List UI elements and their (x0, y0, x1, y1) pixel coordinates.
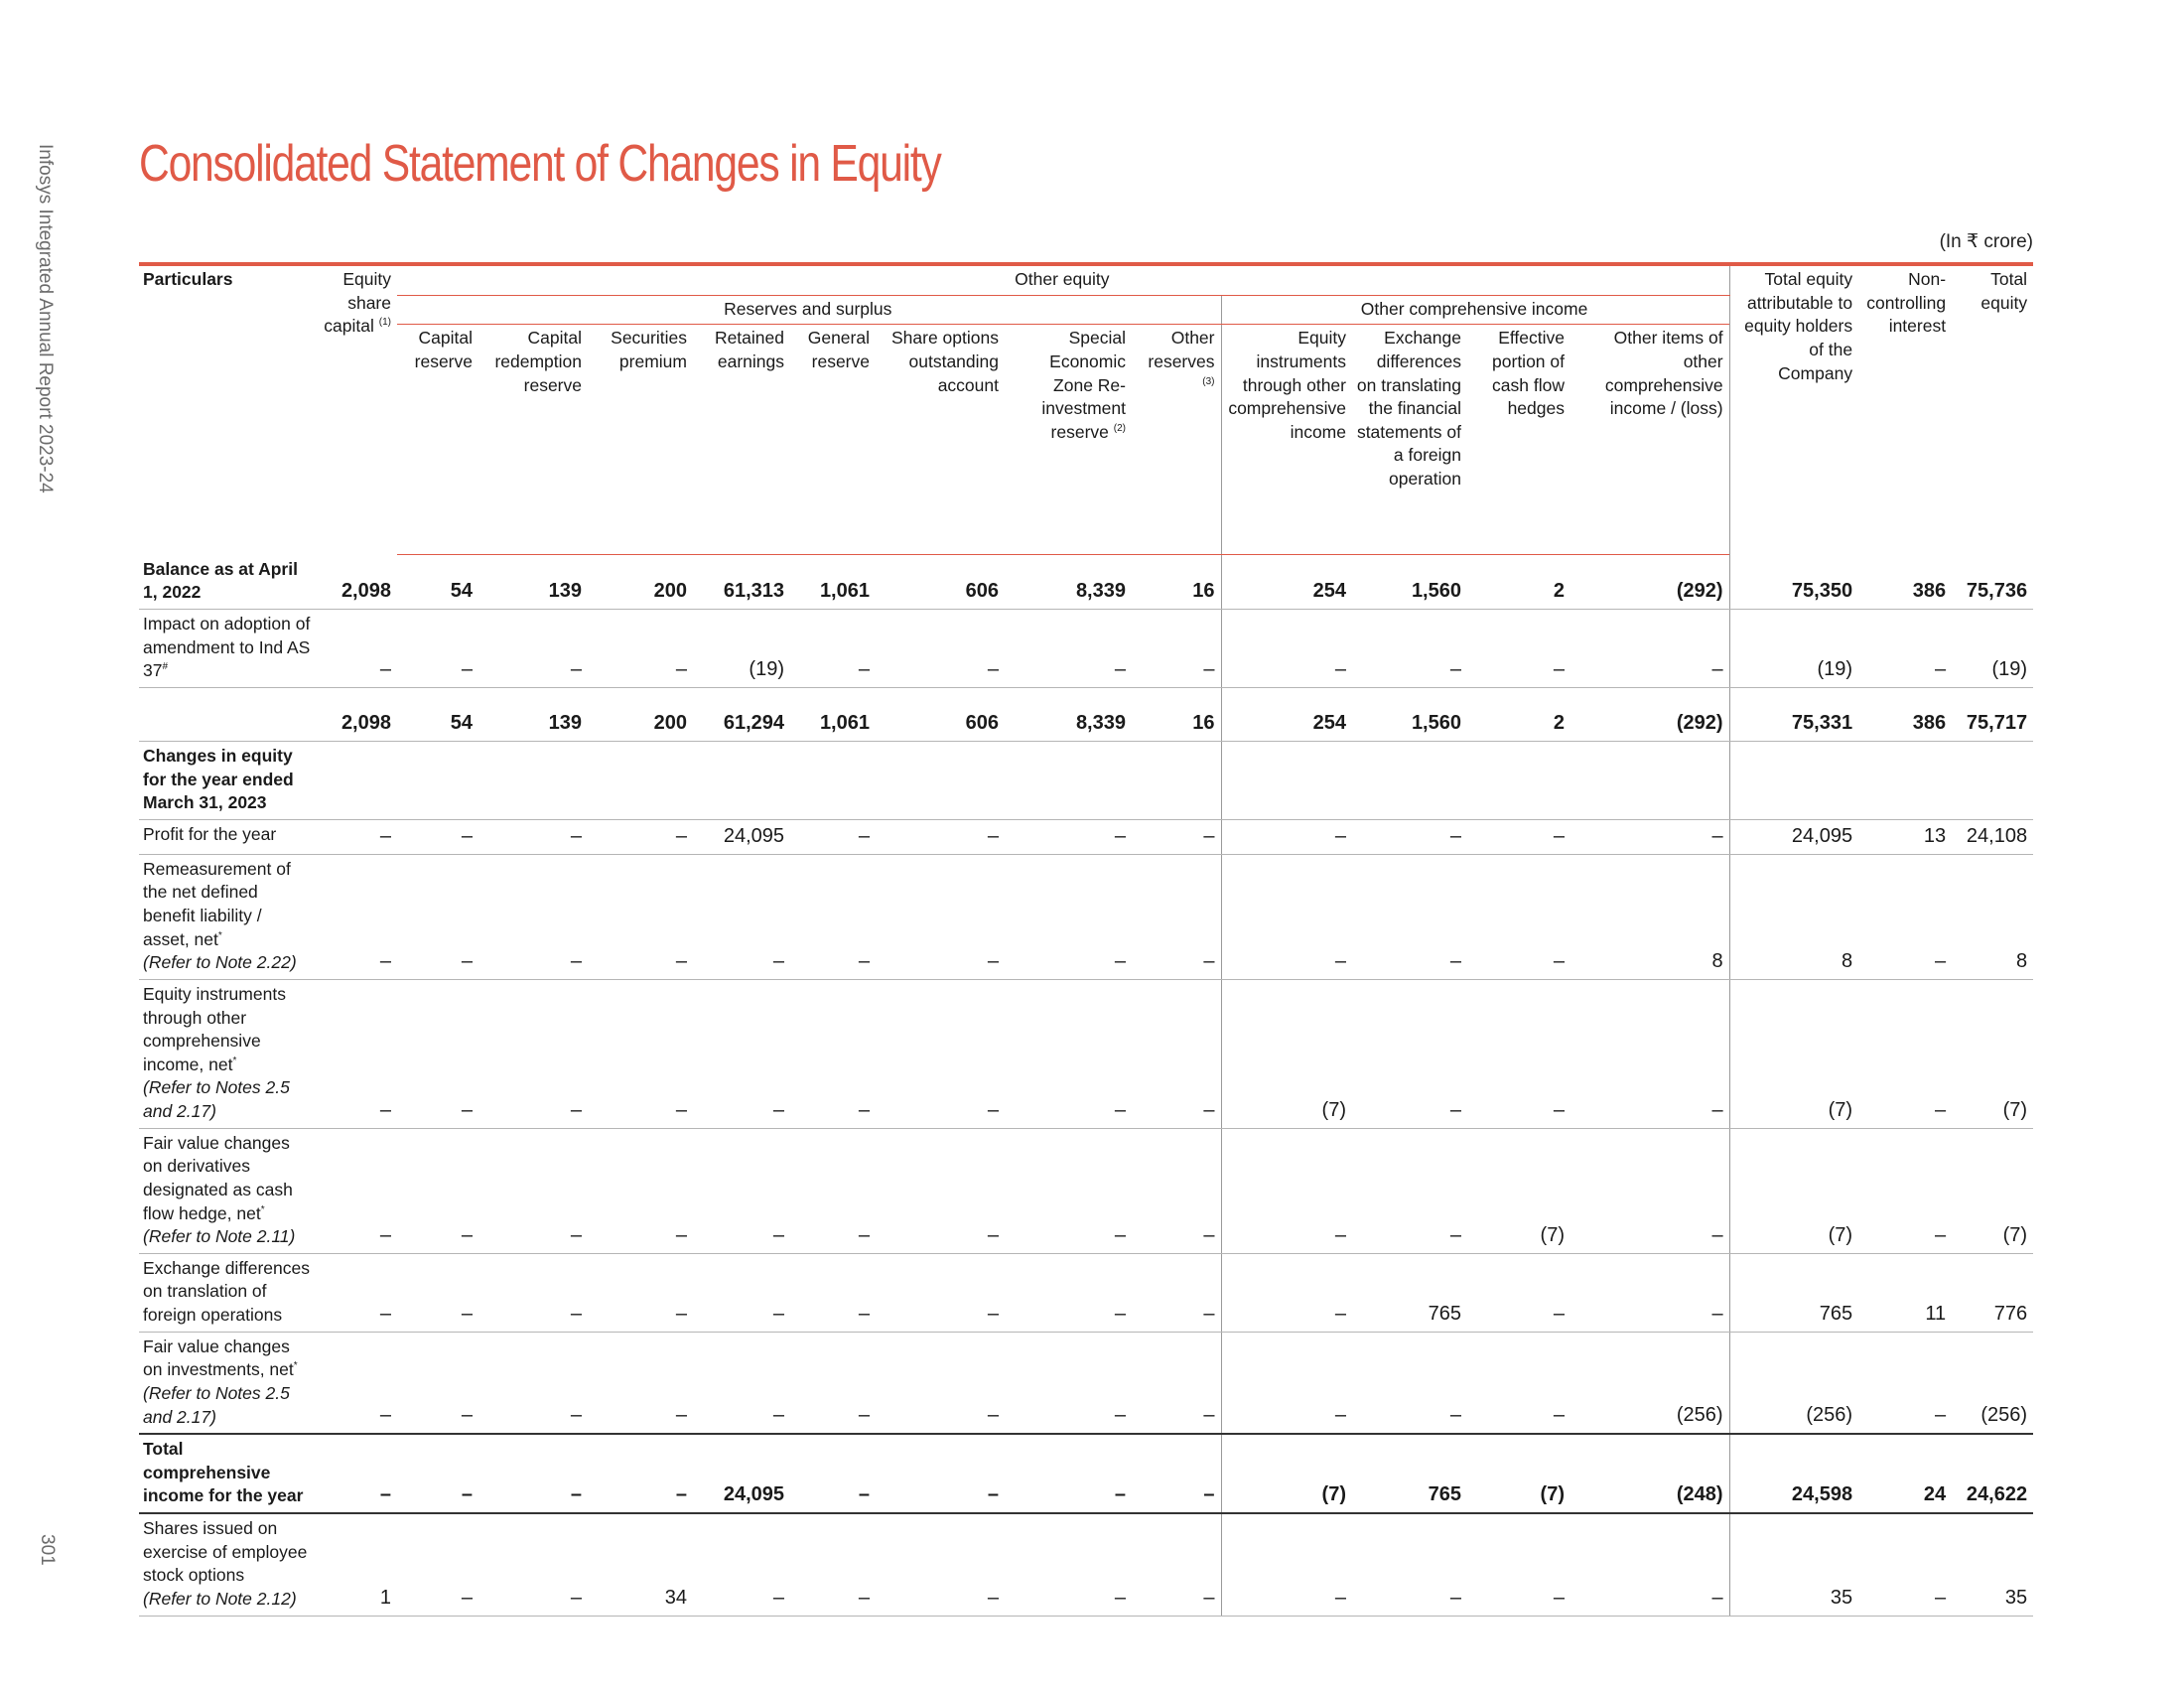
cell: – (693, 1513, 790, 1616)
cell: – (790, 1128, 876, 1253)
cell: – (1467, 819, 1570, 854)
table-row (139, 610, 2033, 688)
cell: 2,098 (318, 687, 397, 741)
cell: – (876, 819, 1005, 854)
cell: 765 (1352, 1253, 1467, 1332)
cell: – (1467, 854, 1570, 979)
cell: – (790, 1253, 876, 1332)
cell: 200 (588, 555, 693, 610)
page-number: 301 (37, 1534, 58, 1566)
cell: – (693, 854, 790, 979)
row-label: Exchange differences on translation of foreign operations (139, 1253, 318, 1332)
cell: – (588, 979, 693, 1128)
cell: – (318, 819, 397, 854)
cell: (256) (1952, 1332, 2033, 1434)
cell: – (790, 819, 876, 854)
cell: – (693, 1332, 790, 1434)
cell: 606 (876, 555, 1005, 610)
header-oci: Other comprehensive income (1221, 295, 1729, 325)
cell: – (318, 1434, 397, 1513)
cell: – (588, 1332, 693, 1434)
cell: (7) (1729, 979, 1858, 1128)
cell: – (1132, 1253, 1221, 1332)
cell: – (876, 854, 1005, 979)
cell: – (1221, 854, 1352, 979)
cell: – (1352, 819, 1467, 854)
cell: 254 (1221, 555, 1352, 610)
row-label: Fair value changes on investments, net* (Refer to Notes 2.5 and 2.17) (139, 1332, 318, 1434)
cell: – (790, 1513, 876, 1616)
cell: – (588, 1128, 693, 1253)
report-side-label: Infosys Integrated Annual Report 2023-24 (35, 144, 56, 493)
cell: – (588, 819, 693, 854)
cell: (19) (693, 610, 790, 688)
header-non-controlling: Non-controlling interest (1858, 264, 1952, 555)
page-title: Consolidated Statement of Changes in Equity (139, 135, 941, 193)
cell: (7) (1952, 979, 2033, 1128)
cell: 61,313 (693, 555, 790, 610)
header-particulars: Particulars (139, 264, 318, 555)
cell: – (876, 979, 1005, 1128)
cell: – (876, 1332, 1005, 1434)
cell: – (1570, 1128, 1729, 1253)
cell: – (1352, 1513, 1467, 1616)
cell: – (1005, 1513, 1132, 1616)
cell: – (588, 610, 693, 688)
cell: – (397, 1253, 478, 1332)
cell: – (1467, 1253, 1570, 1332)
cell: 386 (1858, 555, 1952, 610)
cell: – (1005, 1332, 1132, 1434)
cell: (292) (1570, 555, 1729, 610)
currency-unit: (In ₹ crore) (1939, 231, 2033, 252)
cell: – (1221, 1332, 1352, 1434)
cell: – (1352, 979, 1467, 1128)
cell: 24,095 (693, 819, 790, 854)
cell: 1,560 (1352, 687, 1467, 741)
cell: – (1005, 1253, 1132, 1332)
cell: (7) (1729, 1128, 1858, 1253)
cell: – (397, 610, 478, 688)
cell: (7) (1467, 1434, 1570, 1513)
equity-changes-table (139, 262, 2033, 1617)
cell: 1,560 (1352, 555, 1467, 610)
row-label: Profit for the year (139, 819, 318, 854)
cell: – (1005, 854, 1132, 979)
header-other-equity: Other equity (397, 264, 1729, 295)
table-row (139, 1253, 2033, 1332)
cell: – (693, 1253, 790, 1332)
cell: 765 (1729, 1253, 1858, 1332)
cell: 24,598 (1729, 1434, 1858, 1513)
cell: – (1570, 819, 1729, 854)
cell: – (1858, 1128, 1952, 1253)
cell: – (1132, 1434, 1221, 1513)
cell: 34 (588, 1513, 693, 1616)
cell: – (588, 854, 693, 979)
row-label: Remeasurement of the net defined benefit liability / asset, net* (Refer to Note 2.22) (139, 854, 318, 979)
cell: 24 (1858, 1434, 1952, 1513)
cell: (7) (1221, 1434, 1352, 1513)
header-general-reserve: General reserve (790, 325, 876, 555)
cell: 606 (876, 687, 1005, 741)
row-label: Changes in equity for the year ended March 31, 2023 (139, 741, 318, 819)
cell: 8 (1952, 854, 2033, 979)
cell: – (1467, 1513, 1570, 1616)
cell: 776 (1952, 1253, 2033, 1332)
table-row (139, 854, 2033, 979)
cell: – (397, 979, 478, 1128)
cell: – (478, 1332, 588, 1434)
table-body (139, 555, 2033, 1616)
cell: – (588, 1253, 693, 1332)
header-reserves-surplus: Reserves and surplus (397, 295, 1221, 325)
cell: – (1005, 1434, 1132, 1513)
cell: – (790, 854, 876, 979)
cell: 61,294 (693, 687, 790, 741)
cell: – (318, 1128, 397, 1253)
cell: 16 (1132, 687, 1221, 741)
row-label: Equity instruments through other comprehensive income, net* (Refer to Notes 2.5 and 2.17) (139, 979, 318, 1128)
header-equity-instruments-oci: Equity instruments through other comprehensive income (1221, 325, 1352, 555)
row-label: Impact on adoption of amendment to Ind AS 37# (139, 610, 318, 688)
cell: – (397, 819, 478, 854)
cell: (248) (1570, 1434, 1729, 1513)
cell: 75,331 (1729, 687, 1858, 741)
cell: – (693, 1128, 790, 1253)
cell: 35 (1729, 1513, 1858, 1616)
cell: 8 (1570, 854, 1729, 979)
cell: – (1221, 1513, 1352, 1616)
cell: 1,061 (790, 687, 876, 741)
cell: – (1005, 979, 1132, 1128)
cell: 24,108 (1952, 819, 2033, 854)
cell: (19) (1952, 610, 2033, 688)
cell: – (588, 1434, 693, 1513)
header-cash-flow-hedges: Effective portion of cash flow hedges (1467, 325, 1570, 555)
cell: – (1570, 1513, 1729, 1616)
cell: – (790, 1434, 876, 1513)
cell: 139 (478, 555, 588, 610)
cell: 75,717 (1952, 687, 2033, 741)
row-label: Fair value changes on derivatives designated as cash flow hedge, net* (Refer to Note 2.11) (139, 1128, 318, 1253)
cell: 16 (1132, 555, 1221, 610)
cell: 24,622 (1952, 1434, 2033, 1513)
cell: – (876, 1434, 1005, 1513)
cell: – (397, 1332, 478, 1434)
cell: 11 (1858, 1253, 1952, 1332)
cell: – (876, 610, 1005, 688)
header-exchange-differences: Exchange differences on translating the financial statements of a foreign operation (1352, 325, 1467, 555)
row-label: Shares issued on exercise of employee stock options (Refer to Note 2.12) (139, 1513, 318, 1616)
cell: – (1221, 819, 1352, 854)
cell: – (478, 979, 588, 1128)
cell: – (1570, 610, 1729, 688)
cell: – (1132, 819, 1221, 854)
cell: – (790, 610, 876, 688)
cell: – (397, 854, 478, 979)
cell: – (1858, 979, 1952, 1128)
cell: – (1858, 610, 1952, 688)
cell: 1,061 (790, 555, 876, 610)
cell: – (1132, 610, 1221, 688)
cell: – (876, 1128, 1005, 1253)
cell: – (876, 1253, 1005, 1332)
header-total-attributable: Total equity attributable to equity holders of the Company (1729, 264, 1858, 555)
cell: 75,736 (1952, 555, 2033, 610)
cell: (7) (1221, 979, 1352, 1128)
cell: 765 (1352, 1434, 1467, 1513)
cell: 200 (588, 687, 693, 741)
cell: – (1132, 1513, 1221, 1616)
cell: 35 (1952, 1513, 2033, 1616)
table-row (139, 979, 2033, 1128)
header-other-reserves: Other reserves $^{(3)}$ (1132, 325, 1221, 555)
cell: – (1221, 1128, 1352, 1253)
table-row (139, 555, 2033, 610)
cell: – (1221, 610, 1352, 688)
cell: – (397, 1434, 478, 1513)
cell: 139 (478, 687, 588, 741)
cell: – (1221, 1253, 1352, 1332)
table-row (139, 1513, 2033, 1616)
cell: – (478, 854, 588, 979)
cell: (256) (1729, 1332, 1858, 1434)
table-row (139, 1434, 2033, 1513)
cell: – (318, 1332, 397, 1434)
cell: – (478, 1253, 588, 1332)
cell: – (1132, 979, 1221, 1128)
cell: 386 (1858, 687, 1952, 741)
cell: – (1132, 1128, 1221, 1253)
cell: – (1570, 979, 1729, 1128)
row-label: Balance as at April 1, 2022 (139, 555, 318, 610)
header-capital-reserve: Capital reserve (397, 325, 478, 555)
cell: – (1352, 1332, 1467, 1434)
cell: 8,339 (1005, 687, 1132, 741)
cell: – (1132, 854, 1221, 979)
cell: (256) (1570, 1332, 1729, 1434)
header-other-oci-items: Other items of other comprehensive income / (loss) (1570, 325, 1729, 555)
table-row (139, 1332, 2033, 1434)
row-label: Total comprehensive income for the year (139, 1434, 318, 1513)
cell: – (1570, 1253, 1729, 1332)
cell: – (1005, 819, 1132, 854)
cell: 254 (1221, 687, 1352, 741)
cell: – (397, 1513, 478, 1616)
section-heading-row (139, 741, 2033, 819)
header-sez-reserve: Special Economic Zone Re-investment reserve $^{(2)}$ (1005, 325, 1132, 555)
cell: 24,095 (1729, 819, 1858, 854)
cell: – (1005, 610, 1132, 688)
cell: 24,095 (693, 1434, 790, 1513)
header-securities-premium: Securities premium (588, 325, 693, 555)
cell: – (790, 979, 876, 1128)
cell: – (1467, 1332, 1570, 1434)
cell: 1 (318, 1513, 397, 1616)
cell: (292) (1570, 687, 1729, 741)
cell: – (478, 1434, 588, 1513)
header-capital-redemption: Capital redemption reserve (478, 325, 588, 555)
cell: – (318, 610, 397, 688)
cell: – (1467, 610, 1570, 688)
table-row (139, 819, 2033, 854)
cell: – (1352, 610, 1467, 688)
table-row (139, 1128, 2033, 1253)
cell: (7) (1467, 1128, 1570, 1253)
cell: – (1858, 1513, 1952, 1616)
cell: (19) (1729, 610, 1858, 688)
cell: – (790, 1332, 876, 1434)
cell: – (1005, 1128, 1132, 1253)
cell: – (876, 1513, 1005, 1616)
cell: (7) (1952, 1128, 2033, 1253)
header-share-options: Share options outstanding account (876, 325, 1005, 555)
cell: – (1352, 1128, 1467, 1253)
cell: 54 (397, 555, 478, 610)
cell: 2 (1467, 687, 1570, 741)
cell: – (478, 1128, 588, 1253)
cell: 75,350 (1729, 555, 1858, 610)
cell: – (318, 1253, 397, 1332)
cell: – (1858, 854, 1952, 979)
row-label (139, 687, 318, 741)
cell: – (1132, 1332, 1221, 1434)
cell: 8 (1729, 854, 1858, 979)
cell: 2 (1467, 555, 1570, 610)
header-equity-share-capital: Equity share capital $^{(1)}$ (318, 264, 397, 555)
cell: – (318, 854, 397, 979)
cell: – (693, 979, 790, 1128)
cell: – (1352, 854, 1467, 979)
cell: – (397, 1128, 478, 1253)
table-row (139, 687, 2033, 741)
cell: 13 (1858, 819, 1952, 854)
cell: – (478, 1513, 588, 1616)
cell: – (478, 819, 588, 854)
cell: – (1858, 1332, 1952, 1434)
cell: – (1467, 979, 1570, 1128)
header-total-equity: Total equity (1952, 264, 2033, 555)
cell: 54 (397, 687, 478, 741)
cell: 8,339 (1005, 555, 1132, 610)
cell: 2,098 (318, 555, 397, 610)
cell: – (318, 979, 397, 1128)
header-retained-earnings: Retained earnings (693, 325, 790, 555)
cell: – (478, 610, 588, 688)
